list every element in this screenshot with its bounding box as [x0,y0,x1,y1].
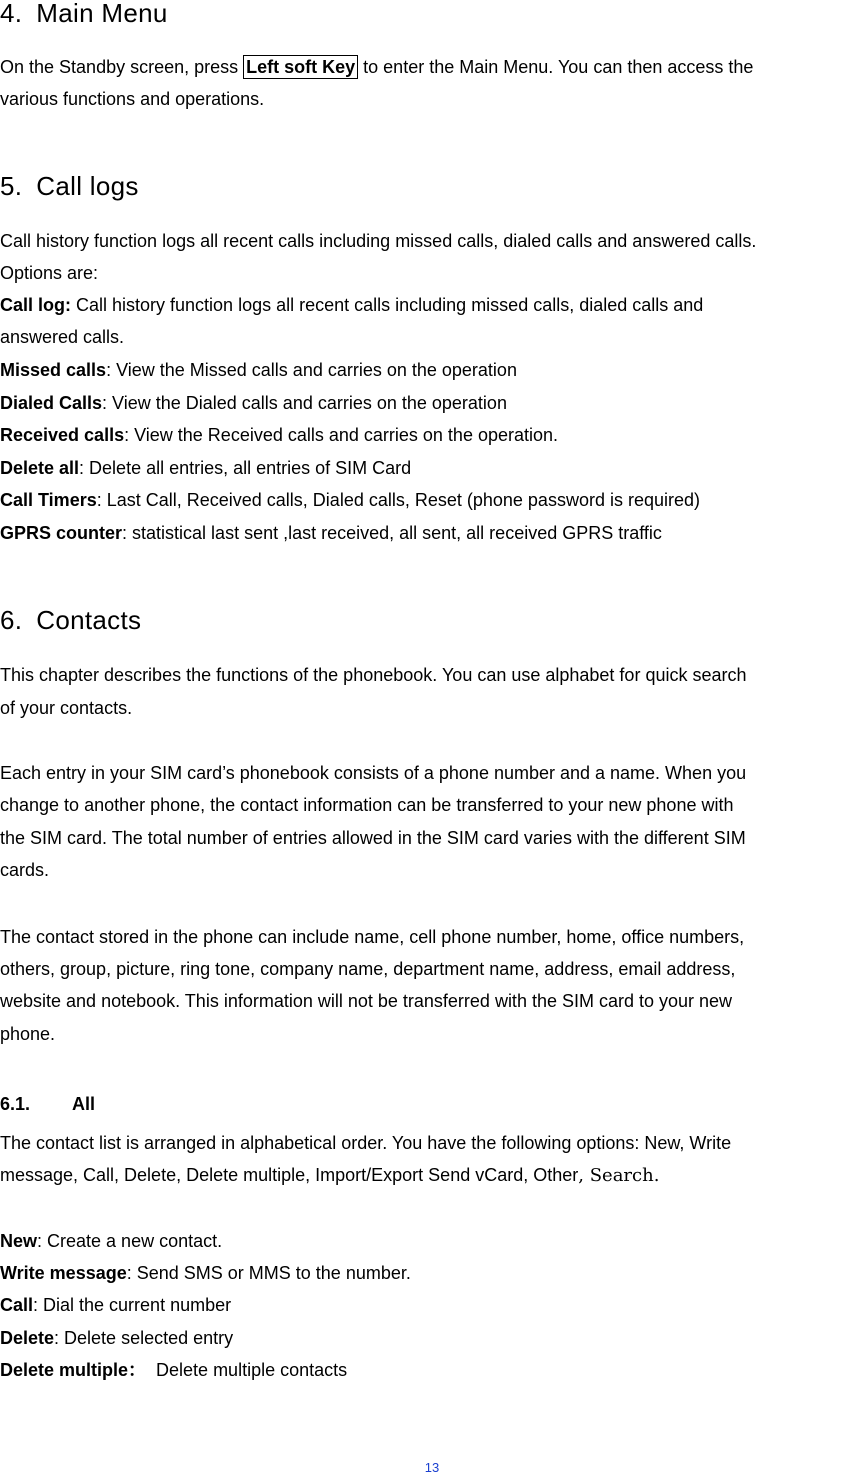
item-desc: : View the Received calls and carries on the operation. [124,425,559,445]
list-item [0,1293,231,1317]
text-span: message, Call, Delete, Delete multiple [0,1165,306,1185]
text-span: , Search. [578,1165,660,1186]
item-term: Call Timers [0,490,97,510]
item-term: Write message [0,1263,127,1283]
text-span: to enter the Main Menu. You can then access the [358,57,754,77]
item-desc: : Last Call, Received calls, Dialed calls, Reset (phone password is required) [96,490,700,510]
paragraph-line [0,55,753,79]
section-title: Contacts [36,605,142,635]
list-item [0,423,558,447]
item-desc: : Create a new contact. [37,1231,223,1251]
text-span: , Import/Export Send vCard, Other [305,1165,579,1185]
item-desc: : View the Missed calls and carries on the operation [106,360,517,380]
item-desc: Call history function logs all recent calls including missed calls, dialed calls and [71,295,704,315]
item-desc: : View the Dialed calls and carries on the operation [102,393,507,413]
item-term: New [0,1231,38,1251]
list-item [0,358,517,382]
item-desc: : Delete selected entry [54,1328,234,1348]
heading-contacts [0,605,141,636]
paragraph-line: Each entry in your SIM card’s phonebook consists of a phone number and a name. When you [0,763,747,783]
list-item [0,1229,222,1253]
paragraph-line [0,1163,659,1188]
section-number: 4. [0,0,23,28]
paragraph-line: cards. [0,860,50,880]
item-desc: : Send SMS or MMS to the number. [126,1263,411,1283]
list-item [0,488,700,512]
item-term: GPRS counter [0,523,123,543]
paragraph-line: the SIM card. The total number of entries allowed in the SIM card varies with the different SIM [0,828,746,848]
paragraph-line: Call history function logs all recent calls including missed calls, dialed calls and answered calls. [0,231,757,251]
paragraph-line: phone. [0,1024,56,1044]
paragraph-line: website and notebook. This information will not be transferred with the SIM card to your new [0,991,733,1011]
section-number: 5. [0,171,23,201]
subsection-title: All [72,1094,96,1114]
page-number: 13 [424,1460,440,1475]
item-term: Call [0,1295,34,1315]
list-item [0,293,703,317]
paragraph-line: various functions and operations. [0,89,265,109]
paragraph-line: Options are: [0,263,99,283]
item-desc: : Delete all entries, all entries of SIM Card [79,458,412,478]
item-desc: : statistical last sent ,last received, all sent, all received GPRS traffic [122,523,662,543]
paragraph-line: The contact list is arranged in alphabetical order. You have the following options: New, Write [0,1133,732,1153]
item-term: Delete [0,1328,55,1348]
list-item [0,521,662,545]
list-item [0,1358,347,1382]
paragraph-line: change to another phone, the contact information can be transferred to your new phone with [0,795,734,815]
paragraph-line: The contact stored in the phone can include name, cell phone number, home, office numbers, [0,927,745,947]
section-number: 6. [0,605,23,635]
item-term: Missed calls [0,360,107,380]
heading-call-logs [0,171,139,202]
item-term: Delete all [0,458,80,478]
section-title: Main Menu [36,0,168,28]
list-item [0,456,411,480]
list-item [0,391,507,415]
item-term: Delete multiple： [0,1360,147,1380]
text-span: On the Standby screen, press [0,57,244,77]
key-label-box: Left soft Key [243,55,358,79]
section-title: Call logs [36,171,139,201]
item-desc: : Dial the current number [33,1295,232,1315]
list-item [0,1261,411,1285]
item-desc: Delete multiple contacts [146,1360,348,1380]
item-term: Dialed Calls [0,393,103,413]
item-term: Received calls [0,425,125,445]
heading-main-menu [0,0,168,29]
list-item [0,1326,233,1350]
subheading-all [0,1094,95,1115]
subsection-number: 6.1. [0,1094,31,1114]
item-desc: answered calls. [0,327,125,347]
list-item [0,325,124,349]
paragraph-line: others, group, picture, ring tone, company name, department name, address, email address, [0,959,736,979]
item-term: Call log: [0,295,71,315]
paragraph-line: of your contacts. [0,698,133,718]
paragraph-line: This chapter describes the functions of the phonebook. You can use alphabet for quick search [0,665,747,685]
